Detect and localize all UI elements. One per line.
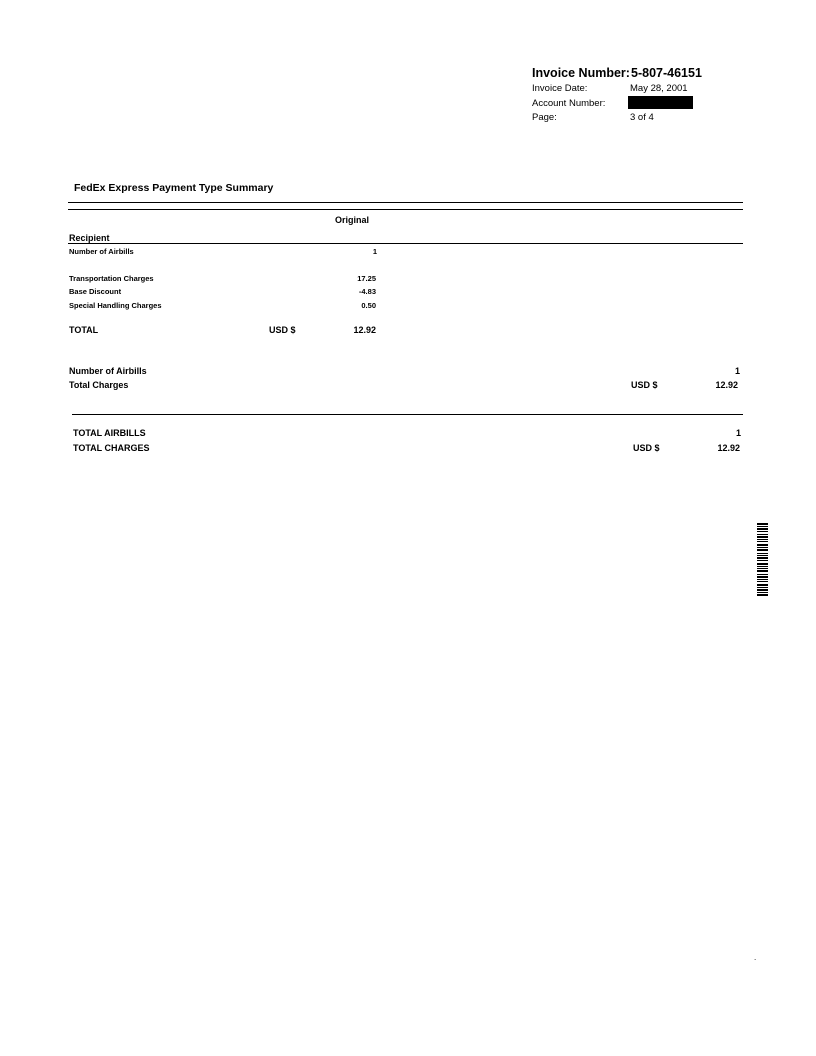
row-label-transportation: Transportation Charges <box>69 274 154 283</box>
section-airbills-value: 1 <box>734 366 740 376</box>
row-value-base-discount: -4.83 <box>358 287 376 296</box>
section-charges-label: Total Charges <box>69 380 129 390</box>
column-header-original: Original <box>335 215 370 225</box>
row-value-special-handling: 0.50 <box>361 301 376 310</box>
account-number-label: Account Number: <box>532 98 606 109</box>
grand-airbills-label: TOTAL AIRBILLS <box>73 428 146 438</box>
row-label-base-discount: Base Discount <box>69 287 122 296</box>
row-label-special-handling: Special Handling Charges <box>69 301 162 310</box>
total-value: 12.92 <box>353 325 376 335</box>
row-label-airbills: Number of Airbills <box>69 247 134 256</box>
row-value-airbills: 1 <box>372 247 377 256</box>
divider-top-1 <box>68 202 743 203</box>
invoice-number: 5-807-46151 <box>631 66 702 80</box>
barcode <box>757 523 768 596</box>
grand-charges-currency: USD $ <box>633 443 660 453</box>
account-number-redaction <box>628 96 693 109</box>
total-label: TOTAL <box>69 325 99 335</box>
total-currency: USD $ <box>269 325 296 335</box>
divider-grand-totals <box>72 414 743 415</box>
section-airbills-label: Number of Airbills <box>69 366 147 376</box>
grand-charges-label: TOTAL CHARGES <box>73 443 150 453</box>
page-label: Page: <box>532 112 557 123</box>
invoice-date: May 28, 2001 <box>630 83 688 94</box>
corner-mark: . <box>754 953 757 962</box>
grand-airbills-value: 1 <box>735 428 741 438</box>
row-value-transportation: 17.25 <box>357 274 376 283</box>
invoice-number-label: Invoice Number: <box>532 66 630 80</box>
page-number: 3 of 4 <box>630 112 654 123</box>
summary-title: FedEx Express Payment Type Summary <box>74 182 274 194</box>
section-charges-currency: USD $ <box>631 380 658 390</box>
divider-top-2 <box>68 209 743 210</box>
divider-recipient <box>68 243 743 244</box>
section-label-recipient: Recipient <box>69 233 110 243</box>
section-charges-value: 12.92 <box>715 380 738 390</box>
invoice-date-label: Invoice Date: <box>532 83 588 94</box>
grand-charges-value: 12.92 <box>717 443 740 453</box>
